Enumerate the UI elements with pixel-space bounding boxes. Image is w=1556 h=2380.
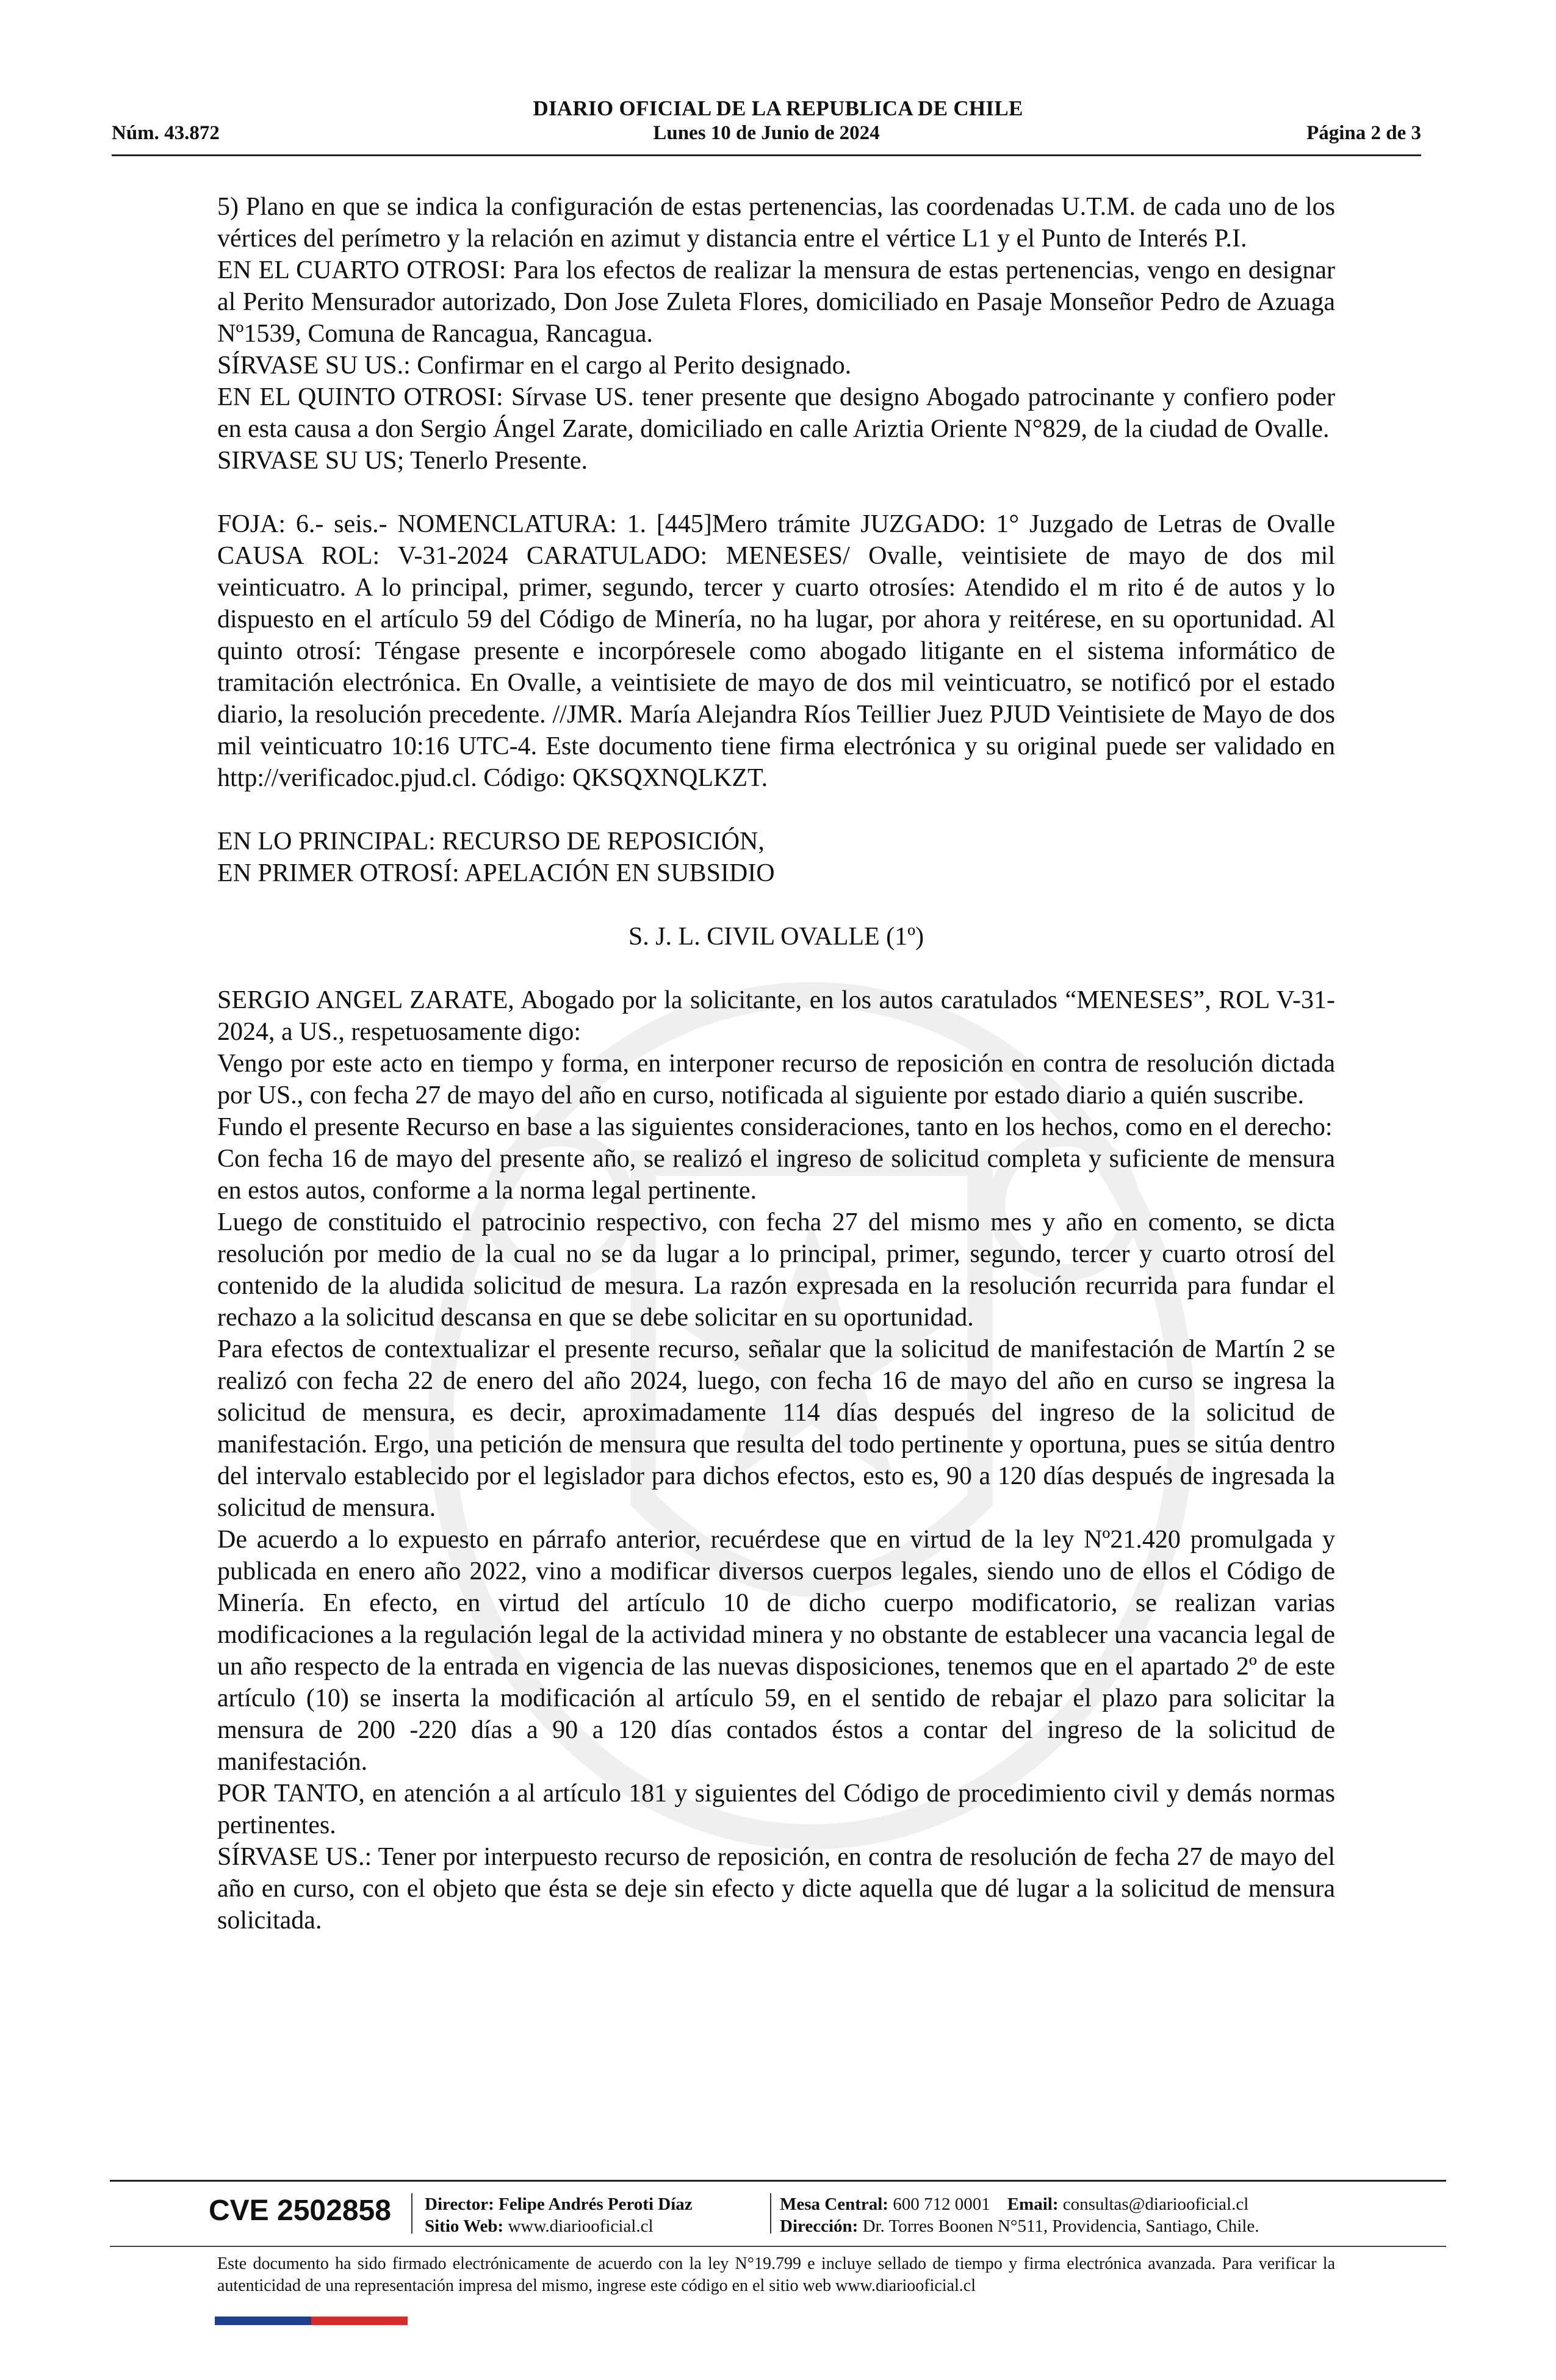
header-divider <box>112 154 1421 156</box>
court-addressee: S. J. L. CIVIL OVALLE (1º) <box>628 923 924 951</box>
paragraph: Vengo por este acto en tiempo y forma, en interponer recurso de reposición en contra de resolución dictada por US., con fecha 27 de mayo del año en curso, notificada al siguiente por estado diario a quién suscribe. <box>217 1050 1335 1109</box>
paragraph: 5) Plano en que se indica la configuración de estas pertenencias, las coordenadas U.T.M. de cada uno de los vértices del perímetro y la relación en azimut y distancia entre el vértice L1 y el Punto de Interés P.I. <box>217 193 1335 253</box>
newspaper-title: DIARIO OFICIAL DE LA REPUBLICA DE CHILE <box>533 96 1023 120</box>
paragraph: POR TANTO, en atención a al artículo 181 y siguientes del Código de procedimiento civil y demás normas pertinentes. <box>217 1780 1335 1839</box>
paragraph: Fundo el presente Recurso en base a las siguientes consideraciones, tanto en los hechos, como en el derecho: <box>217 1113 1333 1141</box>
mesa-label: Mesa Central: <box>780 2194 888 2214</box>
address-label: Dirección: <box>780 2216 859 2236</box>
heading-otrosi: EN PRIMER OTROSÍ: APELACIÓN EN SUBSIDIO <box>217 859 775 887</box>
director-name: Felipe Andrés Peroti Díaz <box>499 2194 693 2214</box>
flag-stripe-blue <box>215 2317 311 2325</box>
website-link[interactable]: www.diariooficial.cl <box>508 2216 654 2236</box>
document-body <box>217 191 1335 1936</box>
address-text: Dr. Torres Boonen N°511, Providencia, Santiago, Chile. <box>862 2216 1259 2236</box>
footer-divider-top <box>110 2180 1446 2182</box>
footer-divider-mid <box>110 2246 1446 2247</box>
paragraph: SÍRVASE SU US.: Confirmar en el cargo al Perito designado. <box>217 352 852 380</box>
flag-stripe-red <box>311 2317 408 2325</box>
email-label: Email: <box>1007 2194 1059 2214</box>
paragraph: EN EL CUARTO OTROSI: Para los efectos de realizar la mensura de estas pertenencias, vengo en designar al Perito Mensurador autorizado, Don Jose Zuleta Flores, domiciliado en Pasaje Monseñor Pedro de Azuaga Nº1539, Comuna de Rancagua, Rancagua. <box>217 256 1335 348</box>
paragraph: SERGIO ANGEL ZARATE, Abogado por la solicitante, en los autos caratulados “MENESES”, ROL V-31-2024, a US., respetuosamente digo: <box>217 986 1335 1046</box>
paragraph: EN EL QUINTO OTROSI: Sírvase US. tener presente que designo Abogado patrocinante y confiero poder en esta causa a don Sergio Ángel Zarate, domiciliado en calle Ariztia Oriente N°829, de la ciudad de Ovalle. <box>217 383 1335 443</box>
director-label: Director: <box>425 2194 494 2214</box>
issue-number: Núm. 43.872 <box>112 122 220 144</box>
paragraph: Con fecha 16 de mayo del presente año, se realizó el ingreso de solicitud completa y suficiente de mensura en estos autos, conforme a la norma legal pertinente. <box>217 1145 1335 1205</box>
cve-code: CVE 2502858 <box>209 2194 391 2227</box>
heading-principal: EN LO PRINCIPAL: RECURSO DE REPOSICIÓN, <box>217 828 765 856</box>
footer-director-block <box>425 2193 693 2237</box>
paragraph: De acuerdo a lo expuesto en párrafo anterior, recuérdese que en virtud de la ley Nº21.420 promulgada y publicada en enero año 2022, vino a modificar diversos cuerpos legales, siendo uno de ellos el Código de Minería. En efecto, en virtud del artículo 10 de dicho cuerpo modificatorio, se realizan varias modificaciones a la regulación legal de la actividad minera y no obstante de establecer una vacancia legal de un año respecto de la entrada en vigencia de las nuevas disposiciones, tenemos que en el apartado 2º de este artículo (10) se inserta la modificación al artículo 59, en el sentido de rebajar el plazo para solicitar la mensura de 200 -220 días a 90 a 120 días contados éstos a contar del ingreso de la solicitud de manifestación. <box>217 1526 1335 1776</box>
paragraph: SÍRVASE US.: Tener por interpuesto recurso de reposición, en contra de resolución de fecha 27 de mayo del año en curso, con el objeto que ésta se deje sin efecto y dicte aquella que dé lugar a la solicitud de mensura solicitada. <box>217 1843 1335 1935</box>
footer-separator <box>770 2193 771 2234</box>
header-date: Lunes 10 de Junio de 2024 <box>653 122 880 144</box>
signature-note: Este documento ha sido firmado electrónicamente de acuerdo con la ley N°19.799 e incluye sellado de tiempo y firma electrónica avanzada. Para verificar la autenticidad de una representación impresa del mismo, ingrese este código en el sitio web www.diariooficial.cl <box>217 2254 1335 2295</box>
header-row <box>112 122 1421 149</box>
mesa-phone: 600 712 0001 <box>893 2194 990 2214</box>
email-link[interactable]: consultas@diariooficial.cl <box>1062 2194 1249 2214</box>
footer-separator <box>411 2193 412 2234</box>
page-number: Página 2 de 3 <box>1306 122 1421 144</box>
paragraph: SIRVASE SU US; Tenerlo Presente. <box>217 447 588 475</box>
paragraph: Para efectos de contextualizar el presente recurso, señalar que la solicitud de manifestación de Martín 2 se realizó con fecha 22 de enero del año 2024, luego, con fecha 16 de mayo del año en curso se ingresa la solicitud de mensura, es decir, aproximadamente 114 días después del ingreso de la solicitud de manifestación. Ergo, una petición de mensura que resulta del todo pertinente y oportuna, pues se sitúa dentro del intervalo establecido por el legislador para dichos efectos, esto es, 90 a 120 días después de ingresada la solicitud de mensura. <box>217 1335 1335 1522</box>
website-label: Sitio Web: <box>425 2216 504 2236</box>
resolution-paragraph: FOJA: 6.- seis.- NOMENCLATURA: 1. [445]Mero trámite JUZGADO: 1° Juzgado de Letras de Ovalle CAUSA ROL: V-31-2024 CARATULADO: MENESES/ Ovalle, veintisiete de mayo de dos mil veinticuatro. A lo principal, primer, segundo, tercer y cuarto otrosíes: Atendido el m rito é de autos y lo dispuesto en el artículo 59 del Código de Minería, no ha lugar, por ahora y reitérese, en su oportunidad. Al quinto otrosí: Téngase presente e incorpóresele como abogado litigante en el sistema informático de tramitación electrónica. En Ovalle, a veintisiete de mayo de dos mil veinticuatro, se notificó por el estado diario, la resolución precedente. //JMR. María Alejandra Ríos Teillier Juez PJUD Veintisiete de Mayo de dos mil veinticuatro 10:16 UTC-4. Este documento tiene firma electrónica y su original puede ser validado en http://verificadoc.pjud.cl. Código: QKSQXNQLKZT. <box>217 510 1335 792</box>
paragraph: Luego de constituido el patrocinio respectivo, con fecha 27 del mismo mes y año en comento, se dicta resolución por medio de la cual no se da lugar a lo principal, primer, segundo, tercer y cuarto otrosí del contenido de la aludida solicitud de mesura. La razón expresada en la resolución recurrida para fundar el rechazo a la solicitud descansa en que se debe solicitar en su oportunidad. <box>217 1208 1335 1332</box>
footer-contact-block <box>780 2193 1259 2237</box>
